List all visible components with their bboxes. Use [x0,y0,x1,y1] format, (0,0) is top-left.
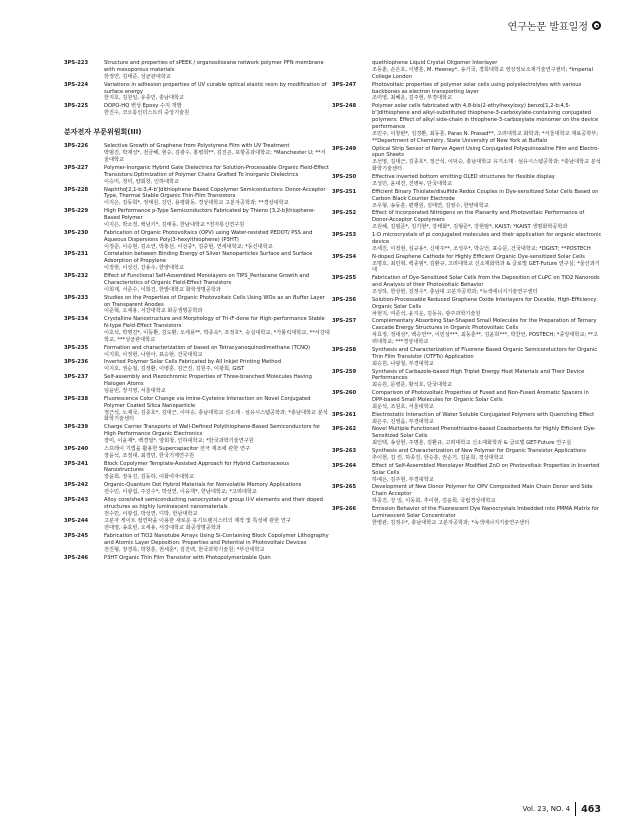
entry-item [332,146,602,174]
entry-title: Block Copolymer Template-Assisted Approach for Hybrid Carbonaceous Nanostructures [104,460,290,474]
entry-authors: 임윤빈, 장지영, 서울대학교 [104,387,166,394]
entry-number: 3PS-224 [64,81,89,88]
entry-number: 3PS-247 [332,81,357,88]
entry-item [64,461,330,482]
entry-authors: 전진형, 장경록, 박창훈, 권세훈*, 김진백, 한국과학기술원; *부산대학교 [104,547,265,553]
entry-item [332,297,602,318]
entry-title: Crystalline Nanostructure and Morphology of Tri-iF-done for High-performance Stable N-type Field-Effect Transistors [104,316,325,330]
entry-authors: 이지은, 김동희*, 정태원, 강인, 용평화동, 경상대학교 고분자공학과; **경상대학교 [104,200,289,207]
entry-title: Formation and characterization of based on Tetracyanoquinodimethane (TCNQ) [104,344,311,351]
entry-title: Novel Multiple Functioned Phenothiazine-based Coadsorbents for Highly Efficient Dye-Sensitized Solar Cells [372,426,596,440]
entry-item [64,345,330,359]
entry-number: 3PS-244 [64,518,89,525]
right-column [332,60,602,528]
entry-number: 3PS-237 [64,374,89,381]
entry-number: 3PS-243 [64,496,89,503]
entry-item [64,316,330,344]
entry-item [332,426,602,447]
entry-title: Effect of Incorporated Nitrogens on the Planarity and Photovoltaic Performance of Donor-Acceptor Copolymers [372,210,585,224]
entry-item [64,165,330,186]
entry-authors: 정근석, 노재국, 김종호*, 김대근, 이덕승, 충남대학교 신소재 · 섬유시스템공학과; *충남대학교 분석화학기술센터 [104,409,328,423]
entry-item [64,295,330,316]
entry-number: 3PS-225 [64,103,89,110]
entry-authors: 이지호, 권순철, 김정환, 이병훈, 김근진, 김원주, 이광희, GIST [104,366,245,373]
entry-authors: 최은주, 진영읍, 부경대학교 [372,418,434,425]
entry-number: 3PS-252 [332,210,357,217]
entry-item [332,347,602,368]
entry-title: Efficient Binary Thiolate/disulfide Redox Couples in Dye-sensitized Solar Cells Based on Carbon Black Counter Electrode [372,188,599,202]
entry-authors: 최승원, 나광철, 부경대학교 [372,360,434,367]
entry-title: Effect of Functional Self-Assembled Monolayers on TIPS_Pentacene Growth and Characteristics of Organic Field-Effect Transistors [104,272,310,286]
entry-title: Comparison of Photovoltaic Properties of Fused and Non-Fused Aromatic Spacers in DPP-based Small Molecules for Organic Solar Cells [372,390,589,404]
entry-authors: 장윤석, 조정대, 최경민, 한국기계연구원 [104,452,195,459]
page-footer [523,802,602,816]
bullet-circle-icon [592,21,601,30]
entry-title: Synthesis and Characterization of Fluorene Based Organic Semiconductors for Organic Thin Film Transistor (OTFTs) Application [372,346,598,360]
entry-item [64,482,330,496]
entry-authors: 조우형, 송동훈, 편행원, 김태연, 김영수, 한양대학교 [372,202,489,209]
entry-number: 3PS-238 [64,395,89,402]
entry-title: Structure and properties of sPEEK / organosiloxane network polymer PFN membrane with mesoporous materials [104,60,324,73]
entry-authors: 장윤희, 장유진, 김동하, 이화여자대학교 [104,474,195,481]
entry-authors: 이승미, 정미, 양회창, 인하대학교 [104,178,180,185]
entry-title: P3HT Organic Thin Film Transistor with Photopolymerizable Quin [104,554,271,561]
entry-authors: 전수민, 이광섭, 주진수*, 박성연, 이융재*, 한남대학교; *고려대학교 [104,489,257,496]
entry-item [332,448,602,462]
entry-authors: 조민주, 이창완*, 김경환, 최동훈, Paras N. Prasad**, 고려대학교 화학과; *서울대학교 재료공학부; **Department of Chemistry, State University of New York at Buffalo [372,130,599,144]
page-number: 463 [581,803,601,815]
entry-number: 3PS-236 [64,359,89,366]
entry-authors: 이준혁, 오세용, 서강대학교 화공생명공학과 [104,308,203,315]
entry-item [332,484,602,505]
entry-title: Fluorescence Color Change via Imine-Cysteine Interaction on Novel Conjugated Polymer Coated Silica Nanoparticle [104,395,311,409]
entry-title: Fabrication of TiO2 Nanotube Arrays Using Si-Containing Block Copolymer Lithography and Atomic Layer Deposition: Properties and Potential in Photovoltaic Devices [104,533,329,547]
entry-title: Photovoltaic properties of polymer solar cells using polyelectrolytes with various backbones as electron transporting layer [372,81,582,95]
volume-info: Vol. 23, NO. 4 [522,805,571,813]
entry-item [332,174,602,188]
entry-number: 3PS-226 [64,143,89,150]
entry-title: 스프레이 기법을 활용한 Supercapacitor 전극 제조에 관한 연구 [104,445,250,452]
entry-authors: 한진수, 코오롱인더스트리 중앙기술원 [104,110,190,117]
footer-divider [575,802,576,816]
entry-title: Fabrication of Organic Photovoltaics (OPV) using Water-resisted PEDOT/ PSS and Aqueous Dispersions Poly(3-hexylthiophene) (P3HT) [104,229,313,243]
entry-title: High Performance p-Type Semiconductors Fabricated by Thieno [3,2-b]thiophene-Based Polymer [104,208,316,222]
entry-number: 3PS-245 [64,533,89,540]
left-column [64,60,330,563]
entry-title: 1-D microcrystals of pi conjugated molecules and their application for organic electronic device [372,231,602,245]
entry-number: 3PS-266 [332,506,357,512]
entry-item [64,103,330,117]
entry-number: 3PS-259 [332,368,357,375]
entry-authors: 한정연, 김태준, 성균관대학교 [104,73,171,80]
entry-title: Optical Strip Sensor of Nerve Agent Using Conjugated Polyquinoxaline Film and Electro-spun Sheets [372,145,600,159]
entry-title: Development of New Donor Polymer for OPV Composited Main Chain Donor and Side Chain Acceptor [372,484,593,498]
entry-authors: 이정준, 이승현, 김소연, 박홍선, 이선중*, 김중현, 연세대학교; *동신대학교 [104,243,273,250]
entry-title: Polymer solar cells fabricated with 4,8-bis(2-ethylhexyloxy) benzo[1,2-b:4,5-b']dithiophene and alkyl-substituted thiophene-3-carboxylate-containing conjugated polymers: Effect of alkyl side-chain in thiophene-3-carboxylate monomer on the device performance [372,103,599,130]
entry-number: 3PS-263 [332,448,357,455]
entry-title: Variations in adhesion properties of UV curable optical elastic resin by modification of surface energy [104,81,327,95]
entry-authors: 이희재, 서준수, 이희진, 한밭대학교 화학생명공학과 [104,286,221,293]
entry-authors: 한병관, 김정수*, 충남대학교 고분자공학과; *녹색에너지기술연구센터 [372,519,530,526]
entry-number: 3PS-223 [64,60,89,66]
entry-number: 3PS-228 [64,186,89,193]
entry-number: 3PS-241 [64,460,89,467]
entry-item [332,369,602,390]
entry-item [332,103,602,144]
entry-title: DOPO-HQ 변성 Epoxy 수지 개발 [104,103,182,110]
entry-number: 3PS-256 [332,296,357,303]
entry-item [64,518,330,532]
right-main-list [332,82,602,527]
entry-title: Charge Carrier Transports of Well-Defined Polythiophene-Based Semiconductors for High Performance Organic Electronics [104,424,321,438]
entry-item [64,208,330,229]
left-top-list [64,60,330,117]
entry-authors: 최운석, 조원호, 서울대학교 [372,403,434,410]
entry-number: 3PS-246 [64,554,89,561]
section-title: 분자전자 부문위원회(III) [64,128,142,137]
entry-number: 3PS-242 [64,482,89,489]
entry-title: Naphtho[2,1-b:3,4-b']dithiophene Based Copolymer Semiconductors: Donor-Acceptor Type, Thermal Stable Organic Thin-Film Transistors [104,186,326,200]
entry-number: 3PS-262 [332,426,357,433]
entry-number: 3PS-227 [64,164,89,171]
entry-authors: 이호석, 박명진*, 이동환, 김도환, 오세용**, 박종욱*, 조정호*, 숭실대학교, *가톨릭대학교, **서강대학교, ***성균관대학교 [104,330,330,343]
entry-title: Effect of Self-Assembled Monolayer Modified ZnO on Photovoltaic Properties in Inverted Solar Cells [372,462,600,476]
entry-item [332,232,602,253]
entry-number: 3PS-233 [64,294,89,301]
entry-authors: 이정현, 이상진, 강용수, 한양대학교 [104,265,185,272]
entry-authors: 조선영, 김대근, 김종호*, 정근석, 이덕승, 충남대학교 유기소재 · 섬유시스템공학과; *충남대학교 분석화학기술센터 [372,159,601,173]
entry-number: 3PS-255 [332,275,357,282]
entry-item [332,506,602,527]
entry-authors: 한지호, 김원일, 유종민, 충남대학교 [104,95,185,102]
entry-title: 고분자 게이트 절연막을 이용한 새로운 유기트랜지스터의 제작 및 특성에 관한 연구 [104,518,291,525]
entry-item [64,82,330,103]
entry-authors: 조성하, 한상현, 김정수*, 충남대 고분자공학과; *녹색에너지기술연구센터 [372,289,538,296]
entry-number: 3PS-261 [332,411,357,418]
entry-item [64,251,330,272]
entry-authors: 조명호, 최민혁, 백종범*, 김환규, 고려대학교 신소재화학과 & 글로벌 GET-Future 연구실; *울산과기대 [372,260,600,274]
entry-item [64,374,330,395]
entry-title: Synthesis and Characterization of New Polymer for Organic Transistor Applications [372,448,587,455]
left-main-list [64,143,330,561]
entry-number: 3PS-265 [332,484,357,491]
entry-number: 3PS-229 [64,208,89,215]
entry-authors: 하종진, 강 일, 이동회, 추이현, 김윤희, 국립경상대학교 [372,498,496,505]
entry-title: Correlation between Binding Energy of Silver Nanoparticles Surface and Surface Adsorption of Propylene [104,251,313,265]
entry-title: Inverted Polymer Solar Cells Fabricated by All Inkjet Printing Method [104,359,281,366]
entry-number: 3PS-240 [64,445,89,452]
entry-number: 3PS-235 [64,344,89,351]
entry-item [332,390,602,411]
entry-number: 3PS-253 [332,231,357,238]
entry-item [64,555,330,562]
entry-authors: 조세진, 이정현, 심규용*, 신태주**, 조성우*, 박승언, 표승문, 건국대학교; *DGIST; **POSTECH [372,245,591,252]
entry-number: 3PS-250 [332,174,357,181]
entry-title: Organic-Quantum Dot Hybrid Materials for Nonvolatile Memory Applications [104,482,302,489]
entry-title: Complementary Absorbing Star-Shaped Small Molecules for the Preparation of Ternary Cascade Energy Structures in Organic Photovoltaic Cells [372,318,597,332]
entry-title: Effective inverted bottom emitting OLED structures for flexible display [372,174,555,181]
entry-number: 3PS-251 [332,188,357,195]
entry-item [64,230,330,251]
entry-item [64,187,330,208]
entry-authors: 조미영, 최혜운, 김주현, 부경대학교 [372,95,453,102]
entry-authors: 조원혜, 김범준*, 김기현*, 강태화*, 김형준*, 강현범*, KAIST; *KAIST 생명화학공학과 [372,224,568,231]
entry-number: 3PS-257 [332,318,357,325]
entry-item [64,497,330,518]
entry-number: 3PS-234 [64,316,89,323]
entry-item [64,60,330,81]
entry-title: Synthesis of Carbazole-based High Triplet Energy Host Materials and Their Device Performances [372,368,585,382]
entry-item [64,424,330,445]
entry-number: 3PS-260 [332,390,357,397]
entry-title: Alloy core/shell semiconducting nanocrystals of group II-V elements and their doped structures as highly luminescent nanomaterials [104,496,323,510]
entry-item [64,143,330,164]
entry-item [332,275,602,296]
entry-title: Polymer-Inorganic Hybrid Gate Dielectrics for Solution-Processable Organic Field-Effect Transistors:Optimization of Polymer Chains Grafted To Inorganic Dielectrics [104,164,329,178]
entry-item [64,446,330,460]
entry-item [332,254,602,275]
entry-authors: 이지희, 이정현, 나현아, 표승현, 건국대학교 [104,351,203,358]
entry-authors: 차현지, 여준석, 윤지운, 김동유, 광주과학기술원 [372,310,481,317]
entry-number: 3PS-248 [332,103,357,110]
entry-number: 3PS-231 [64,251,89,258]
entry-title: Studies on the Properties of Organic Photovoltaic Cells Using WOx as an Buffer Layer on Transparent Anodes [104,294,325,308]
entry-title: N-doped Graphene Cathode for Highly Efficient Organic Dye-sensitized Solar Cells [372,253,585,260]
continued-authors: 조동춘, 손은호, 이병훈, M. Heeney*, 송기국, 경희대학교 영상정보소재기술연구센터; *Imperial College London [372,66,593,80]
entry-title: Self-assembly and Piezochromic Properties of Three-branched Molecules Having Halogen Atoms [104,374,312,388]
entry-authors: 최인택, 송상현, 주명훈, 김환규, 고려대학교 신소재화학과 & 글로벌 GET-Future 연구실 [372,440,572,447]
entry-title: Selective Growth of Graphene from Polystyrene Film with UV Treatment [104,143,290,150]
continued-title: quethiophene Liquid Crystal Oligomer Interlayer [372,60,498,66]
entry-item [64,359,330,373]
entry-item [64,396,330,424]
entry-item [332,82,602,103]
entry-number: 3PS-254 [332,253,357,260]
entry-authors: 이지은, 박소정, 백남기*, 김태동, 한남대학교 *전자통신연구원 [104,221,245,228]
entry-item [332,189,602,210]
entry-number: 3PS-258 [332,346,357,353]
entry-authors: 조성민, 윤대건, 진병두, 단국대학교 [372,180,453,187]
entry-number: 3PS-230 [64,229,89,236]
entry-authors: 차효정, 정대성*, 백승연**, 이민성***, 최동훈**, 김윤희***, 박찬언, POSTECH; *중앙대학교; **고려대학교; ***경상대학교 [372,332,598,346]
entry-item [332,210,602,231]
entry-item [332,463,602,484]
entry-item [64,533,330,554]
entry-title: Electrostatic Interaction of Water Soluble Conjugated Polymers with Quenching Effect [372,411,595,418]
entry-item [332,318,602,346]
entry-authors: 장미, 이윤재*, 백경열*, 양회창, 인하대학교; *한국과학기술연구원 [104,438,254,445]
entry-item [64,273,330,294]
entry-item [332,412,602,426]
entry-number: 3PS-232 [64,272,89,279]
entry-authors: 최승원, 문병준, 황석호, 단국대학교 [372,382,453,389]
entry-authors: 추이현, 김 린, 하종진, 한승훈, 권순기, 김윤희, 경상대학교 [372,454,504,461]
continued-entry [332,60,602,81]
header-title: 연구논문 발표일정 [507,22,588,33]
entry-title: Solution-Processable Reduced Graphene Oxide Interlayers for Durable, High-Efficiency Organic Solar Cells [372,296,597,310]
entry-authors: 박범진, 박재성*, 전금혜, 현승, 김광수, 홍병희**, 김진곤, 포항공과대학교; *Manchester U; **서울대학교 [104,150,326,164]
entry-authors: 전대영, 송효빈, 오세용, 서강대학교 화공생명공학과 [104,525,221,532]
entry-number: 3PS-239 [64,424,89,431]
entry-authors: 하예은, 김주현, 부경대학교 [372,476,434,483]
page-header [508,18,601,33]
entry-authors: 전수민, 이광섭, 박성연, 디박, 한남대학교 [104,510,198,517]
entry-number: 3PS-264 [332,462,357,469]
entry-number: 3PS-249 [332,145,357,152]
entry-title: Emission Behavior of the Fluorescent Dye Nanocrystals Imbedded into PMMA Matrix for Luminescent Solar Concentrator [372,506,599,519]
entry-title: Fabrication of Dye-Sensitized Solar Cells from the Deposition of CuPC on TiO2 Nanorods and Analysis of their Photovoltaic Behavior [372,275,600,289]
